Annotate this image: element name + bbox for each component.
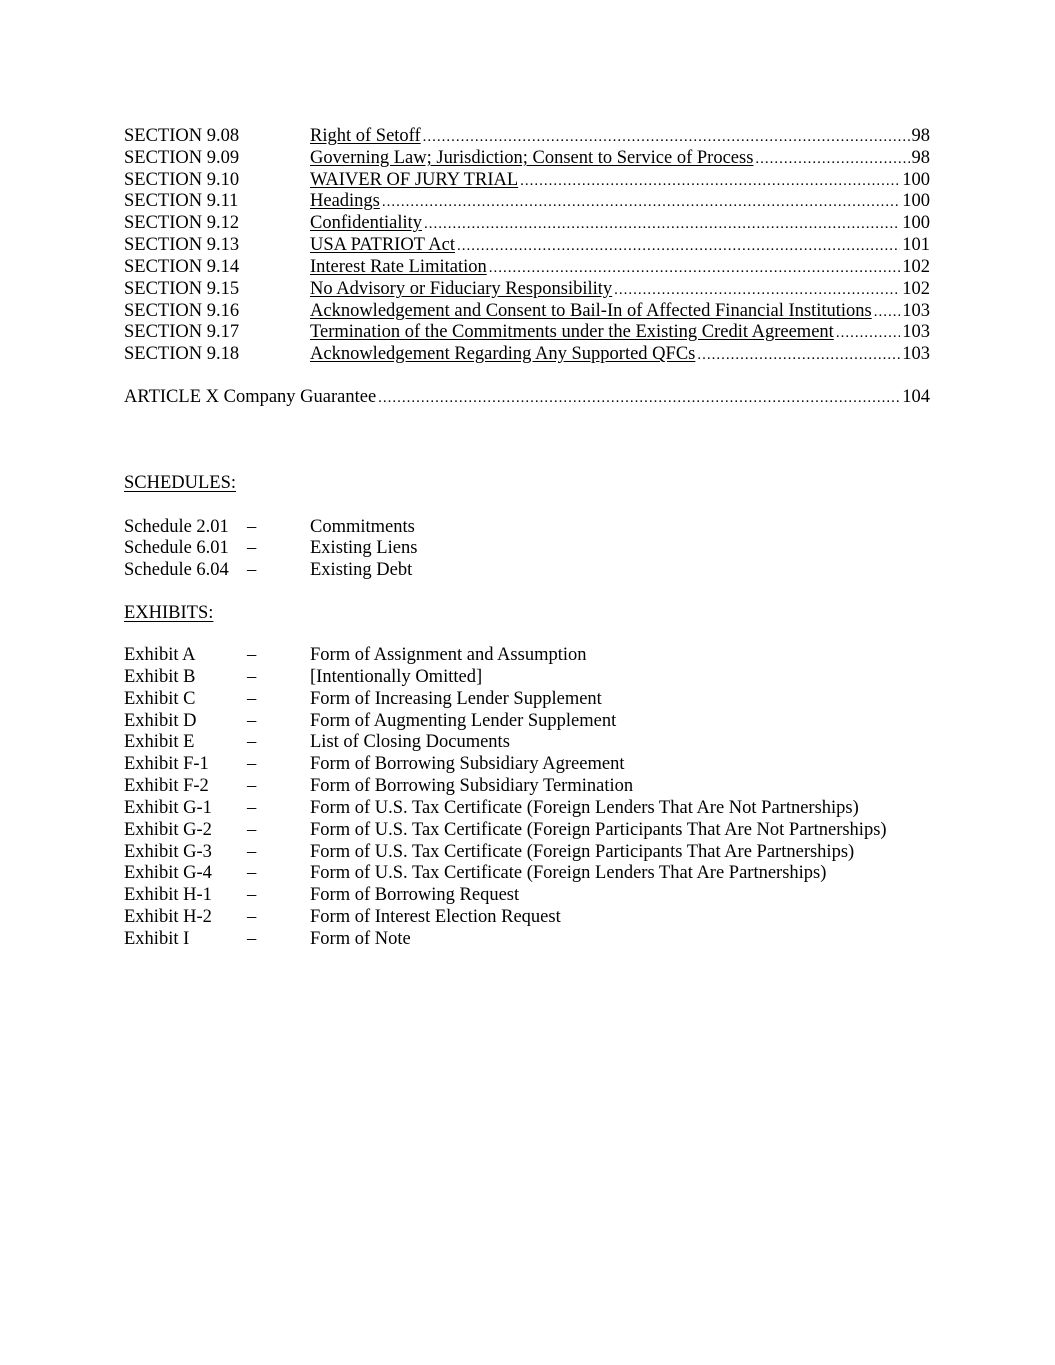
exhibit-description: Form of Augmenting Lender Supplement: [310, 711, 617, 731]
toc-leader-dots: [378, 387, 900, 409]
toc-row: [124, 343, 930, 365]
exhibit-item: [124, 841, 930, 863]
exhibit-dash: –: [247, 711, 257, 731]
schedule-dash: –: [247, 560, 257, 580]
toc-section-number: SECTION 9.11: [124, 191, 239, 211]
exhibit-description: Form of Borrowing Request: [310, 885, 520, 905]
toc-leader-dots: [489, 257, 901, 279]
exhibit-dash: –: [247, 732, 257, 752]
exhibit-dash: –: [247, 842, 257, 862]
toc-leader-dots: [836, 322, 900, 344]
toc-page-number: 98: [911, 126, 930, 146]
toc-page-number: 98: [911, 148, 930, 168]
toc-leader-dots: [697, 344, 900, 366]
toc-page-number: 101: [902, 235, 930, 255]
schedule-item: [124, 537, 930, 559]
exhibit-item: [124, 731, 930, 753]
toc-section-number: SECTION 9.17: [124, 322, 240, 342]
exhibit-description: Form of Borrowing Subsidiary Termination: [310, 776, 634, 796]
exhibit-label: Exhibit F-2: [124, 776, 209, 796]
toc-section-number: SECTION 9.12: [124, 213, 240, 233]
exhibit-description: Form of Note: [310, 929, 411, 949]
schedule-label: Schedule 6.04: [124, 560, 229, 580]
toc-row: [124, 321, 930, 343]
schedule-dash: –: [247, 538, 257, 558]
exhibit-description: Form of U.S. Tax Certificate (Foreign Lenders That Are Partnerships): [310, 863, 827, 883]
toc-section-number: SECTION 9.08: [124, 126, 240, 146]
exhibit-dash: –: [247, 776, 257, 796]
toc-row: [124, 278, 930, 300]
toc-section-title-link[interactable]: Acknowledgement Regarding Any Supported QFCs: [310, 344, 696, 364]
exhibit-dash: –: [247, 929, 257, 949]
toc-leader-dots: [614, 279, 900, 301]
toc-section-title-link[interactable]: Interest Rate Limitation: [310, 257, 487, 277]
toc-section-title-link[interactable]: No Advisory or Fiduciary Responsibility: [310, 279, 613, 299]
toc-section-title-link[interactable]: USA PATRIOT Act: [310, 235, 455, 255]
exhibit-label: Exhibit I: [124, 929, 190, 949]
exhibit-label: Exhibit H-1: [124, 885, 212, 905]
exhibit-item: [124, 775, 930, 797]
toc-section-title-link[interactable]: Right of Setoff: [310, 126, 421, 146]
exhibit-label: Exhibit F-1: [124, 754, 209, 774]
schedule-item: [124, 559, 930, 581]
exhibit-description: Form of Borrowing Subsidiary Agreement: [310, 754, 625, 774]
toc-section-title-link[interactable]: Acknowledgement and Consent to Bail-In of Affected Financial Institutions: [310, 301, 872, 321]
schedule-description: Commitments: [310, 517, 415, 537]
toc-row: [124, 125, 930, 147]
exhibit-label: Exhibit B: [124, 667, 196, 687]
exhibit-item: [124, 753, 930, 775]
exhibit-dash: –: [247, 645, 257, 665]
exhibit-description: Form of U.S. Tax Certificate (Foreign Lenders That Are Not Partnerships): [310, 798, 859, 818]
toc-page-number: 100: [902, 170, 930, 190]
toc-page-number: 102: [902, 279, 930, 299]
schedule-item: [124, 516, 930, 538]
toc-leader-dots: [520, 170, 900, 192]
schedule-label: Schedule 6.01: [124, 538, 229, 558]
exhibit-label: Exhibit A: [124, 645, 196, 665]
exhibit-dash: –: [247, 754, 257, 774]
schedules-heading: [124, 472, 236, 494]
exhibit-dash: –: [247, 907, 257, 927]
toc-section-number: SECTION 9.10: [124, 170, 240, 190]
exhibit-label: Exhibit E: [124, 732, 195, 752]
toc-page-number: 104: [902, 387, 930, 407]
toc-leader-dots: [457, 235, 900, 257]
exhibit-item: [124, 906, 930, 928]
toc-page-number: 103: [902, 344, 930, 364]
toc-page-number: 100: [902, 191, 930, 211]
toc-section-title-link[interactable]: Governing Law; Jurisdiction; Consent to Service of Process: [310, 148, 754, 168]
toc-leader-dots: [423, 126, 910, 148]
schedule-dash: –: [247, 517, 257, 537]
exhibit-label: Exhibit G-4: [124, 863, 212, 883]
exhibit-item: [124, 884, 930, 906]
exhibits-heading: [124, 602, 213, 624]
exhibit-label: Exhibit G-1: [124, 798, 212, 818]
exhibit-item: [124, 862, 930, 884]
toc-leader-dots: [755, 148, 909, 170]
exhibit-dash: –: [247, 820, 257, 840]
schedule-description: Existing Liens: [310, 538, 418, 558]
toc-row: [124, 234, 930, 256]
toc-page-number: 103: [902, 322, 930, 342]
toc-section-number: SECTION 9.14: [124, 257, 240, 277]
schedule-description: Existing Debt: [310, 560, 413, 580]
exhibit-item: [124, 819, 930, 841]
toc-section-number: SECTION 9.15: [124, 279, 240, 299]
toc-article-row: [124, 386, 930, 408]
exhibit-dash: –: [247, 689, 257, 709]
exhibit-label: Exhibit G-2: [124, 820, 212, 840]
toc-page-number: 100: [902, 213, 930, 233]
toc-row: [124, 256, 930, 278]
exhibit-dash: –: [247, 863, 257, 883]
schedules-heading-text: SCHEDULES:: [124, 473, 237, 493]
exhibit-dash: –: [247, 885, 257, 905]
toc-section-title-link[interactable]: Confidentiality: [310, 213, 423, 233]
exhibit-description: Form of Assignment and Assumption: [310, 645, 587, 665]
toc-page-number: 103: [902, 301, 930, 321]
toc-section-number: SECTION 9.18: [124, 344, 240, 364]
toc-article-title[interactable]: ARTICLE X Company Guarantee: [124, 387, 377, 407]
exhibit-dash: –: [247, 798, 257, 818]
exhibit-description: Form of Increasing Lender Supplement: [310, 689, 602, 709]
exhibit-description: Form of U.S. Tax Certificate (Foreign Participants That Are Not Partnerships): [310, 820, 887, 840]
exhibit-dash: –: [247, 667, 257, 687]
exhibit-item: [124, 666, 930, 688]
toc-section-title-link[interactable]: WAIVER OF JURY TRIAL: [310, 170, 519, 190]
exhibit-description: Form of Interest Election Request: [310, 907, 561, 927]
toc-section-title-link[interactable]: Termination of the Commitments under the Existing Credit Agreement: [310, 322, 834, 342]
exhibit-item: [124, 928, 930, 950]
exhibit-label: Exhibit G-3: [124, 842, 212, 862]
toc-leader-dots: [424, 213, 900, 235]
exhibit-item: [124, 688, 930, 710]
toc-row: [124, 300, 930, 322]
toc-row: [124, 169, 930, 191]
exhibit-item: [124, 710, 930, 732]
exhibit-description: List of Closing Documents: [310, 732, 510, 752]
exhibit-label: Exhibit C: [124, 689, 196, 709]
toc-row: [124, 190, 930, 212]
exhibit-item: [124, 644, 930, 666]
toc-page-number: 102: [902, 257, 930, 277]
toc-leader-dots: [874, 301, 901, 323]
schedule-label: Schedule 2.01: [124, 517, 229, 537]
exhibit-description: [Intentionally Omitted]: [310, 667, 483, 687]
exhibits-heading-text: EXHIBITS:: [124, 603, 214, 623]
toc-leader-dots: [382, 191, 900, 213]
exhibit-description: Form of U.S. Tax Certificate (Foreign Participants That Are Partnerships): [310, 842, 855, 862]
toc-section-title-link[interactable]: Headings: [310, 191, 380, 211]
exhibit-label: Exhibit H-2: [124, 907, 212, 927]
toc-row: [124, 212, 930, 234]
toc-row: [124, 147, 930, 169]
toc-section-number: SECTION 9.09: [124, 148, 240, 168]
toc-section-number: SECTION 9.13: [124, 235, 240, 255]
exhibit-label: Exhibit D: [124, 711, 197, 731]
toc-section-number: SECTION 9.16: [124, 301, 240, 321]
exhibit-item: [124, 797, 930, 819]
